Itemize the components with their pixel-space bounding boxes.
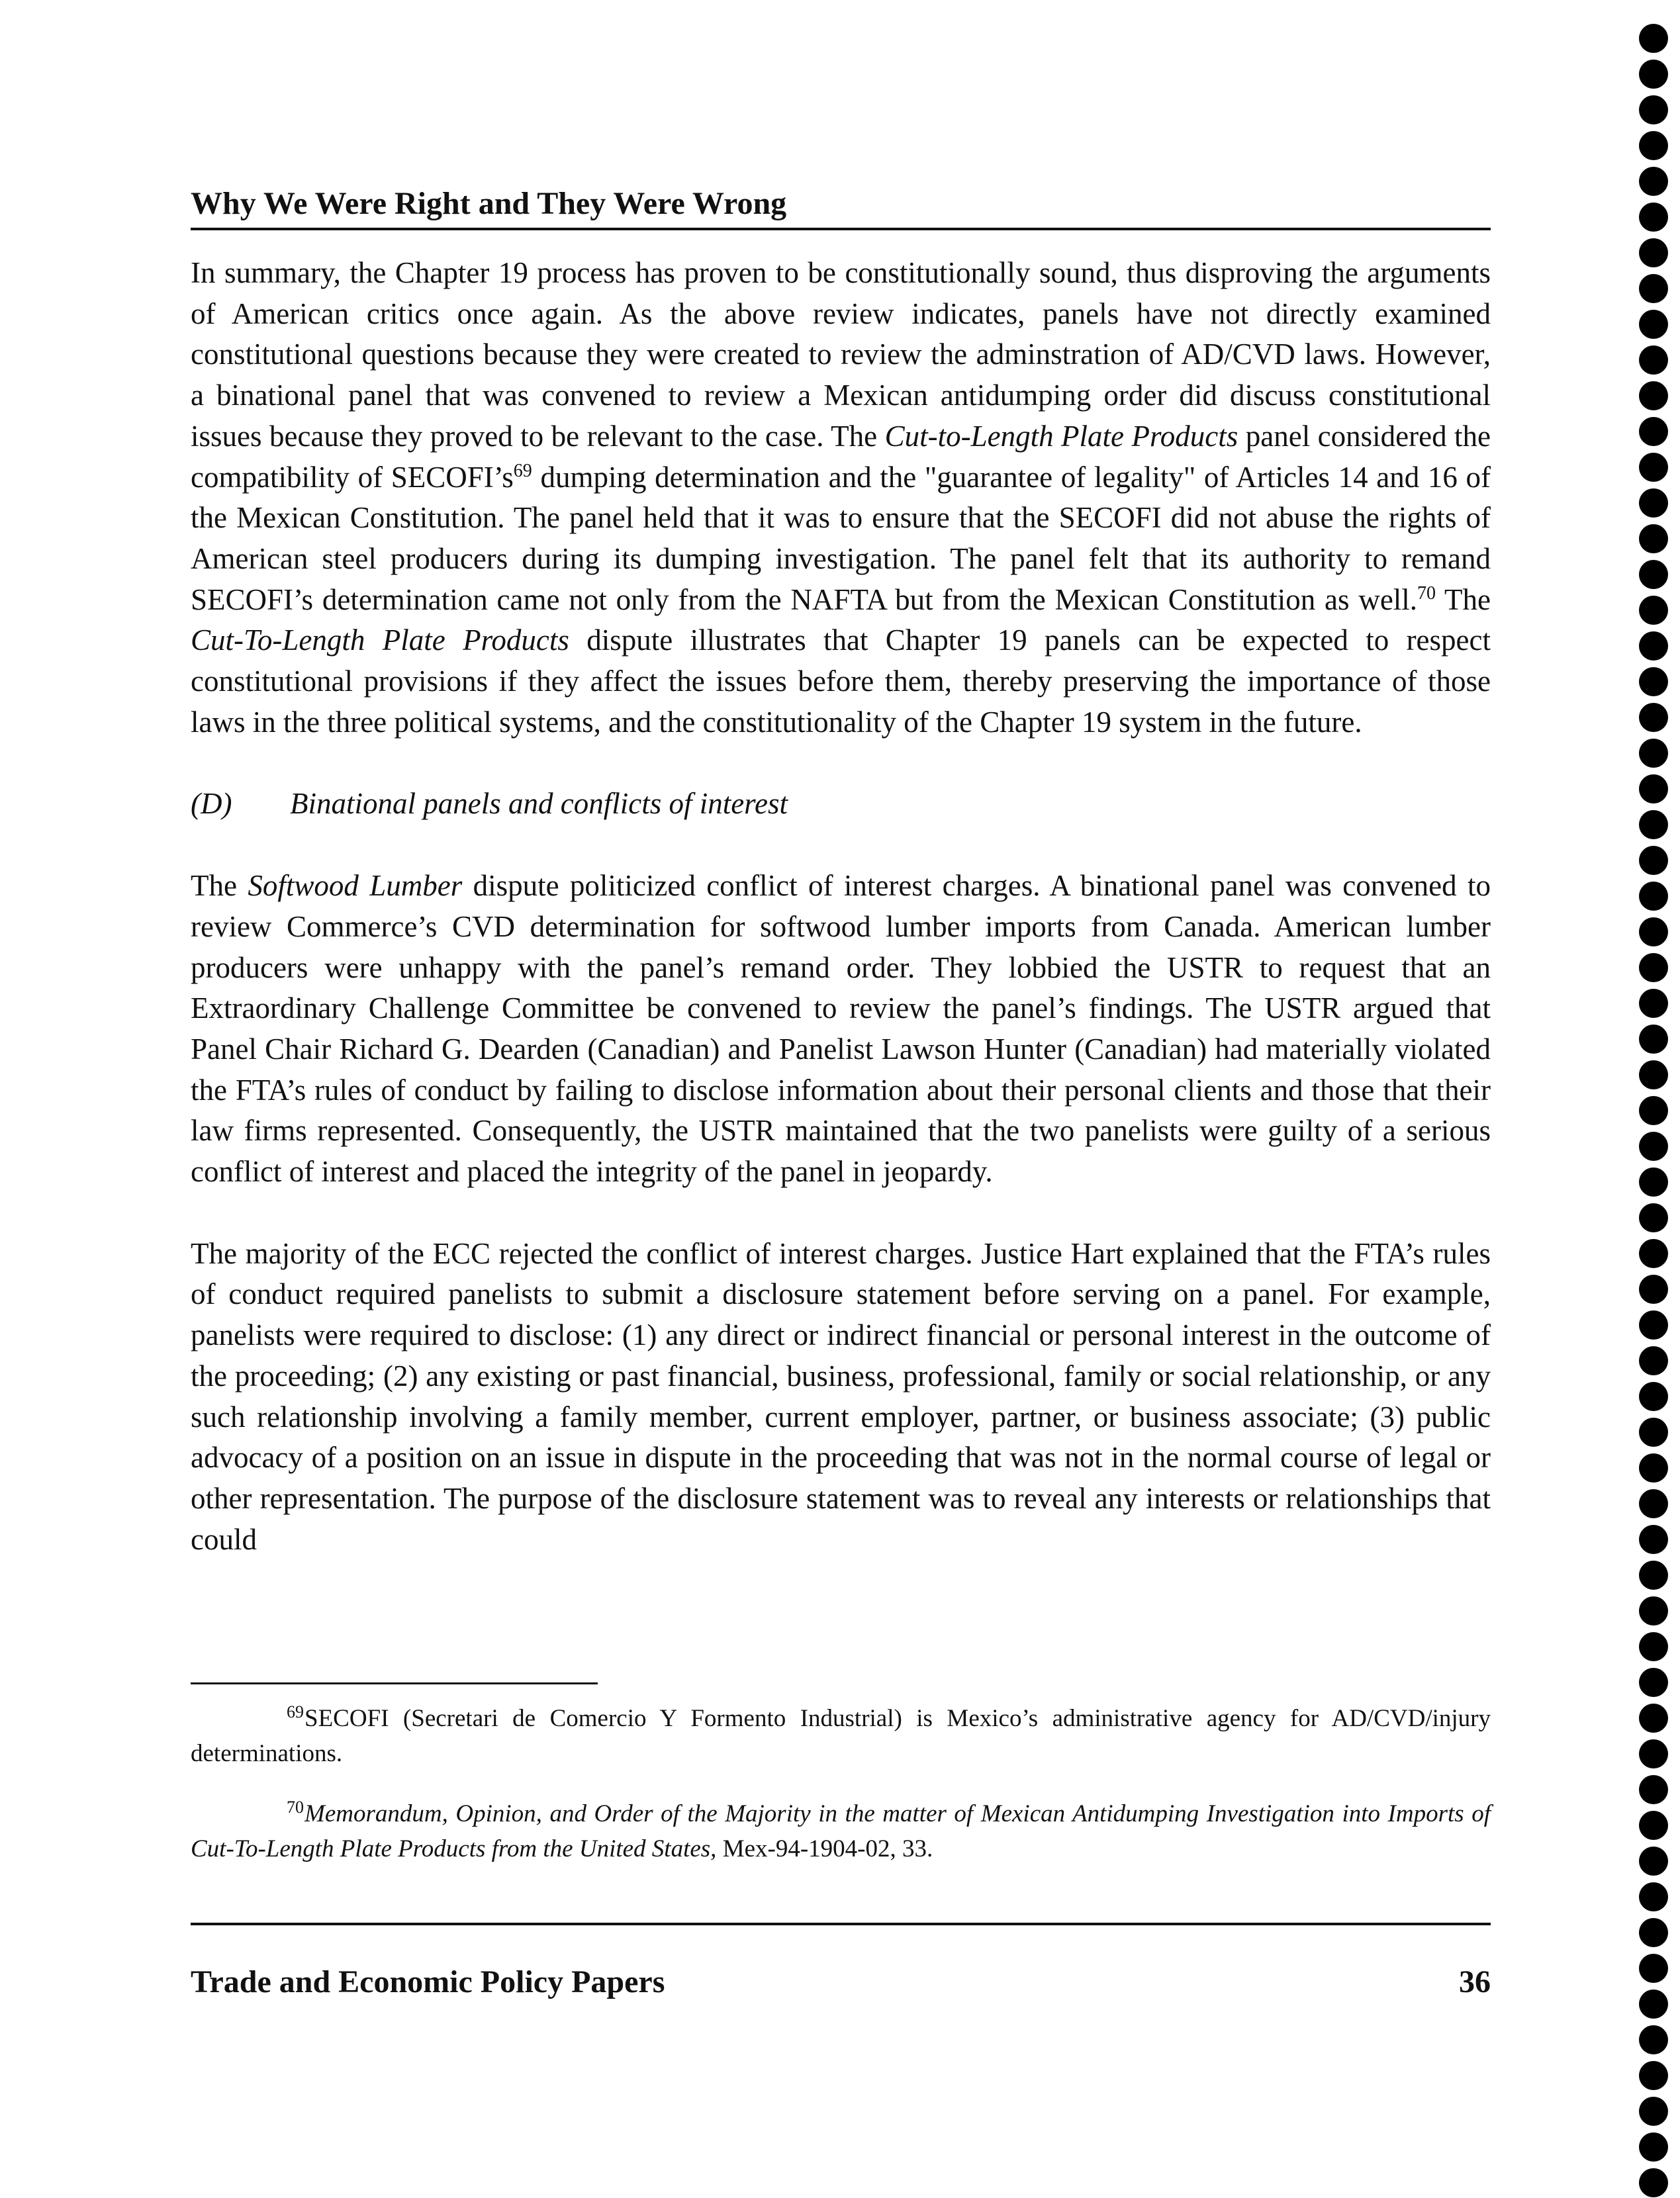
binding-hole	[1639, 846, 1668, 875]
binding-hole	[1639, 524, 1668, 553]
binding-hole	[1639, 739, 1668, 768]
binding-hole	[1639, 1882, 1668, 1911]
binding-hole	[1639, 1025, 1668, 1054]
binding-holes	[1639, 24, 1669, 2198]
binding-hole	[1639, 24, 1668, 53]
footer-rule	[191, 1923, 1491, 1925]
text-run: dumping determination and the "guarantee of legality" of Articles 14 and 16 of the Mexican Constitution. The panel held that it was to ensure that the SECOFI did not abuse the rights of American steel producers during its dumping investigation. The panel felt that its authority to remand SECOFI’s determination came not only from the NAFTA but from the Mexican Constitution as well.	[191, 460, 1491, 616]
binding-hole	[1639, 1453, 1668, 1483]
binding-hole	[1639, 1739, 1668, 1768]
binding-hole	[1639, 1847, 1668, 1876]
binding-hole	[1639, 95, 1668, 124]
binding-hole	[1639, 1310, 1668, 1340]
footnote-citation: Memorandum, Opinion, and Order of the Majority in the matter of Mexican Antidumping Investigation into Imports of Cut-To-Length Plate Products from the United States,	[191, 1800, 1491, 1862]
binding-hole	[1639, 1990, 1668, 2019]
paragraph-softwood	[191, 866, 1491, 1193]
binding-hole	[1639, 453, 1668, 482]
text-run: panel considered the compatibility of SECOFI’s	[191, 419, 1491, 494]
footnote-text: Mex-94-1904-02, 33.	[716, 1835, 933, 1862]
section-number: (D)	[191, 787, 232, 821]
footnote-ref-70: 70	[1417, 582, 1436, 604]
binding-hole	[1639, 1239, 1668, 1268]
footnote-70: 70Memorandum, Opinion, and Order of the Majority in the matter of Mexican Antidumping Investigation into Imports of Cut-To-Length Plate Products from the United States, Mex-94-1904-02, 33.	[191, 1797, 1491, 1862]
binding-hole	[1639, 1096, 1668, 1125]
binding-hole	[1639, 345, 1668, 375]
binding-hole	[1639, 1811, 1668, 1840]
footnote-text: SECOFI (Secretari de Comercio Y Formento Industrial) is Mexico’s administrative agency for AD/CVD/injury determinations.	[191, 1705, 1491, 1767]
binding-hole	[1639, 1418, 1668, 1447]
binding-hole	[1639, 1704, 1668, 1733]
binding-hole	[1639, 203, 1668, 232]
footnote-69: 69SECOFI (Secretari de Comercio Y Formento Industrial) is Mexico’s administrative agency for AD/CVD/injury determinations.	[191, 1702, 1491, 1767]
footnotes	[191, 1701, 1491, 1866]
binding-hole	[1639, 417, 1668, 446]
binding-hole	[1639, 2025, 1668, 2054]
binding-hole	[1639, 1632, 1668, 1661]
binding-hole	[1639, 2061, 1668, 2090]
text-run: dispute illustrates that Chapter 19 panels can be expected to respect constitutional provisions if they affect the issues before them, thereby preserving the importance of those laws in the three political systems, and the constitutionality of the Chapter 19 system in the future.	[191, 623, 1491, 739]
binding-hole	[1639, 1060, 1668, 1089]
binding-hole	[1639, 1525, 1668, 1554]
running-title: Why We Were Right and They Were Wrong	[191, 186, 787, 221]
binding-hole	[1639, 131, 1668, 160]
binding-hole	[1639, 274, 1668, 303]
binding-hole	[1639, 60, 1668, 89]
binding-hole	[1639, 1132, 1668, 1161]
case-name: Cut-To-Length Plate Products	[191, 623, 569, 657]
paragraph-summary	[191, 253, 1491, 743]
binding-hole	[1639, 1203, 1668, 1232]
binding-hole	[1639, 1561, 1668, 1590]
binding-hole	[1639, 810, 1668, 839]
binding-hole	[1639, 381, 1668, 410]
section-heading	[191, 784, 1491, 825]
binding-hole	[1639, 238, 1668, 267]
binding-hole	[1639, 1346, 1668, 1375]
binding-hole	[1639, 1775, 1668, 1804]
binding-hole	[1639, 2168, 1668, 2197]
binding-hole	[1639, 917, 1668, 946]
text-run: dispute politicized conflict of interest charges. A binational panel was convened to review Commerce’s CVD determination for softwood lumber imports from Canada. American lumber producers were unhappy with the panel’s remand order. They lobbied the USTR to request that an Extraordinary Challenge Committee be convened to review the panel’s findings. The USTR argued that Panel Chair Richard G. Dearden (Canadian) and Panelist Lawson Hunter (Canadian) had materially violated the FTA’s rules of conduct by failing to disclose information about their personal clients and those that their law firms represented. Consequently, the USTR maintained that the two panelists were guilty of a serious conflict of interest and placed the integrity of the panel in jeopardy.	[191, 869, 1491, 1189]
binding-hole	[1639, 774, 1668, 803]
binding-hole	[1639, 488, 1668, 518]
paragraph-ecc: The majority of the ECC rejected the conflict of interest charges. Justice Hart explained that the FTA’s rules of conduct required panelists to submit a disclosure statement before serving on a panel. For example, panelists were required to disclose: (1) any direct or indirect financial or personal interest in the outcome of the proceeding; (2) any existing or past financial, business, professional, family or social relationship, or any such relationship involving a family member, current employer, partner, or business associate; (3) public advocacy of a position on an issue in dispute in the proceeding that was not in the normal course of legal or other representation. The purpose of the disclosure statement was to reveal any interests or relationships that could	[191, 1236, 1491, 1556]
page-header	[191, 177, 1491, 230]
section-title: Binational panels and conflicts of interest	[290, 787, 788, 821]
binding-hole	[1639, 667, 1668, 696]
binding-hole	[1639, 1668, 1668, 1697]
footnote-ref-69: 69	[513, 460, 532, 481]
page-footer	[191, 1943, 1491, 2002]
binding-hole	[1639, 631, 1668, 661]
series-title: Trade and Economic Policy Papers	[191, 1964, 665, 1999]
binding-hole	[1639, 882, 1668, 911]
binding-hole	[1639, 1168, 1668, 1197]
binding-hole	[1639, 1382, 1668, 1411]
body-text	[191, 253, 1491, 1560]
footnote-separator	[191, 1682, 598, 1684]
case-name: Softwood Lumber	[248, 869, 463, 903]
binding-hole	[1639, 1489, 1668, 1518]
binding-hole	[1639, 2132, 1668, 2162]
binding-hole	[1639, 167, 1668, 196]
binding-hole	[1639, 2097, 1668, 2126]
binding-hole	[1639, 310, 1668, 339]
page-number: 36	[1459, 1964, 1491, 1999]
binding-hole	[1639, 953, 1668, 982]
binding-hole	[1639, 703, 1668, 732]
binding-hole	[1639, 596, 1668, 625]
text-run: The	[191, 869, 248, 903]
binding-hole	[1639, 1918, 1668, 1947]
binding-hole	[1639, 560, 1668, 589]
binding-hole	[1639, 1275, 1668, 1304]
text-run: In summary, the Chapter 19 process has proven to be constitutionally sound, thus disproving the arguments of American critics once again. As the above review indicates, panels have not directly examined constitutional questions because they were created to review the adminstration of AD/CVD laws. However, a binational panel that was convened to review a Mexican antidumping order did discuss constitutional issues because they proved to be relevant to the case. The	[191, 256, 1491, 453]
text-run: The	[1436, 582, 1491, 616]
case-name: Cut-to-Length Plate Products	[884, 419, 1238, 453]
binding-hole	[1639, 1596, 1668, 1626]
binding-hole	[1639, 1954, 1668, 1983]
binding-hole	[1639, 989, 1668, 1018]
